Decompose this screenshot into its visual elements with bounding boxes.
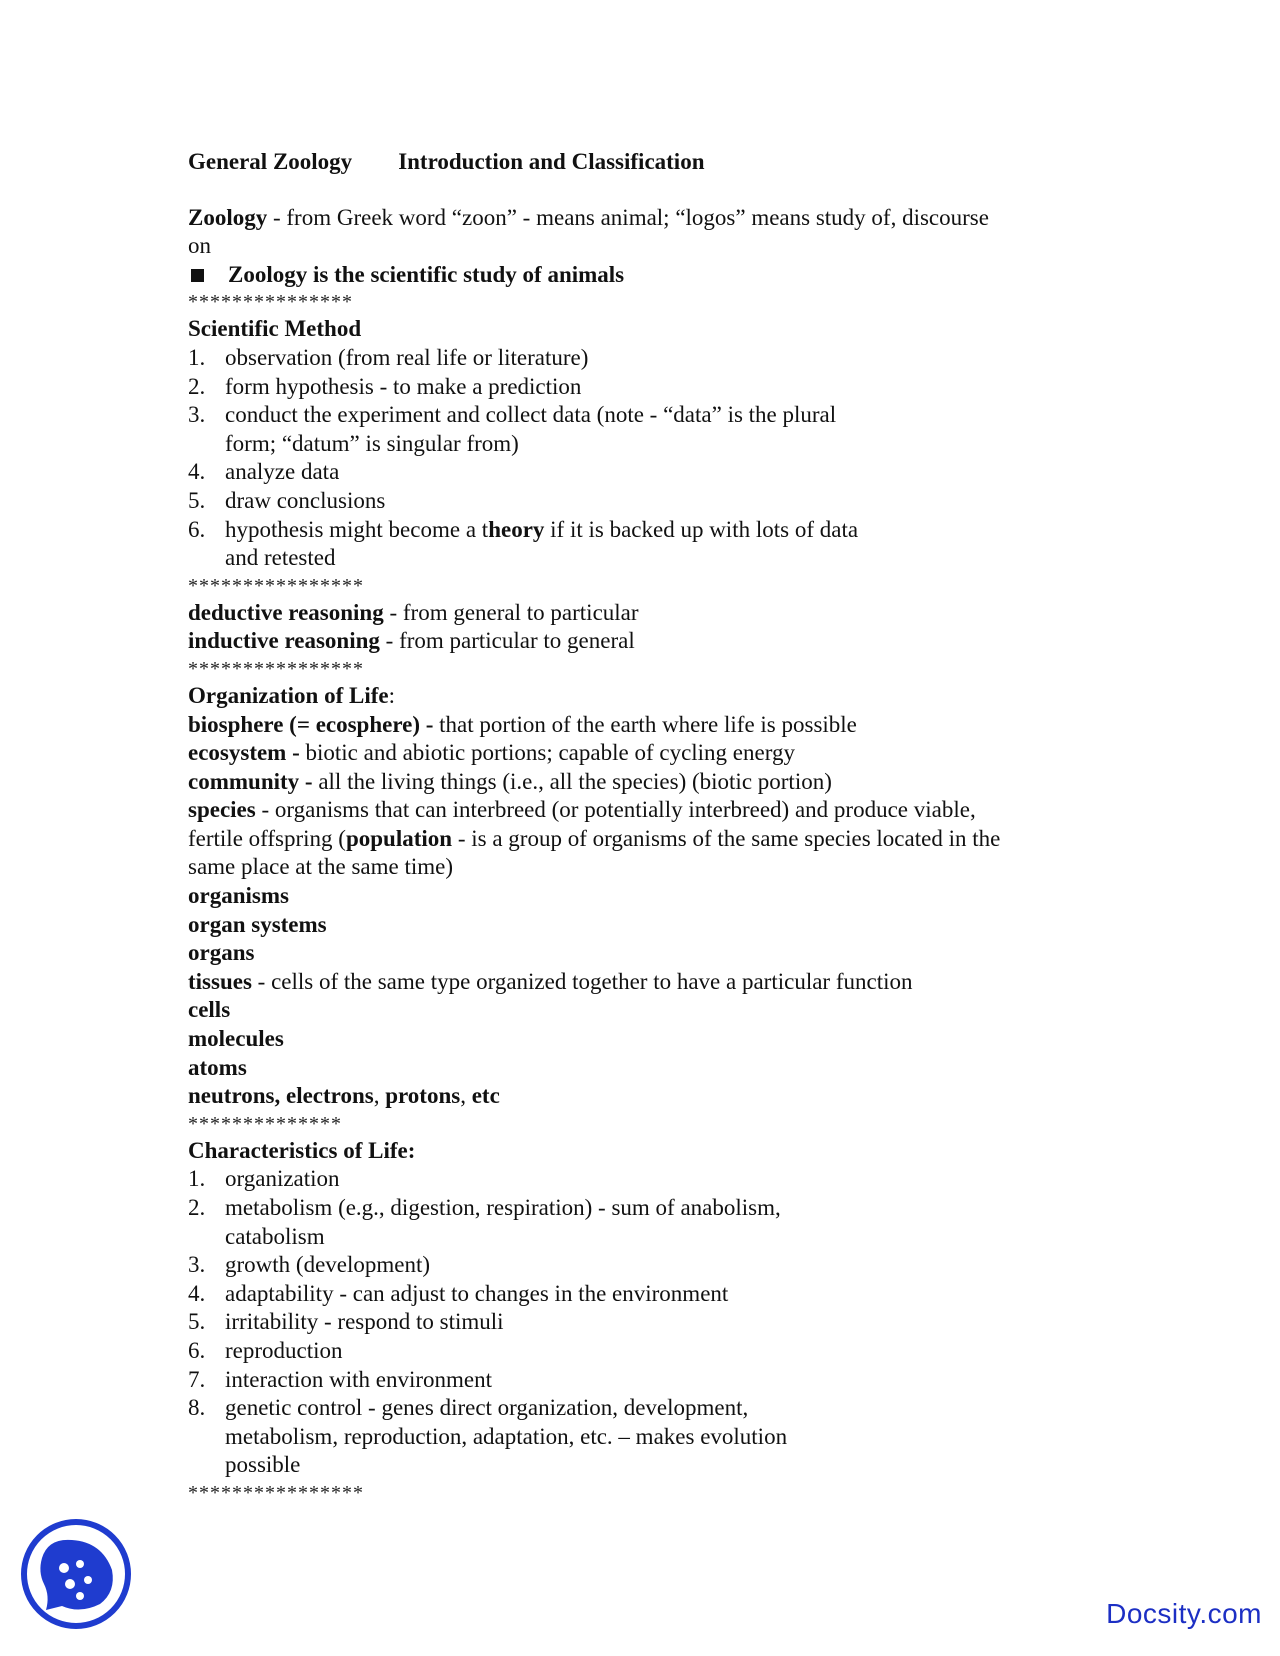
characteristics-list <box>188 1165 1088 1480</box>
list-item: 8. genetic control - genes direct organization, development, metabolism, reproduction, adaptation, etc. – makes evolution possible <box>188 1395 788 1478</box>
course-title: General Zoology <box>188 149 353 174</box>
topic-title: Introduction and Classification <box>398 149 705 174</box>
separator: **************** <box>188 574 364 597</box>
def-species-cont2: same place at the same time) <box>188 854 454 880</box>
zoology-definition-cont: on <box>188 233 211 259</box>
deductive-reasoning: deductive reasoning - from general to particular <box>188 599 639 625</box>
term: Zoology <box>188 204 268 230</box>
level-cells: cells <box>188 997 231 1023</box>
section-title: Characteristics of Life: <box>188 1137 416 1163</box>
list-item: 2. form hypothesis - to make a prediction <box>188 373 582 399</box>
bullet-item: Zoology is the scientific study of animals <box>188 261 1088 290</box>
scientific-method-list <box>188 344 1088 516</box>
list-item: 4. analyze data <box>188 459 340 485</box>
level-organs: organs <box>188 940 255 966</box>
square-bullet-icon <box>191 269 204 282</box>
document-header <box>188 148 1088 177</box>
docsity-brand-link[interactable]: Docsity.com <box>1106 1598 1262 1629</box>
level-atoms: atoms <box>188 1054 247 1080</box>
list-item: 6. hypothesis might become a theory if it is backed up with lots of data and retested <box>188 516 859 571</box>
section-title: Scientific Method <box>188 316 362 342</box>
list-item: 5. draw conclusions <box>188 487 386 513</box>
def-species: species - organisms that can interbreed (or potentially interbreed) and produce viable, <box>188 797 976 823</box>
list-item: 1. organization <box>188 1166 340 1192</box>
def-species-cont: fertile offspring (population - is a group of organisms of the same species located in the <box>188 825 1001 851</box>
list-item: 2. metabolism (e.g., digestion, respiration) - sum of anabolism, catabolism <box>188 1195 781 1249</box>
document-page <box>188 148 1088 1506</box>
list-item: 3. growth (development) <box>188 1252 431 1278</box>
list-item: 7. interaction with environment <box>188 1366 492 1392</box>
level-molecules: molecules <box>188 1026 284 1052</box>
level-organ-systems: organ systems <box>188 911 327 937</box>
def-tissues: tissues - cells of the same type organized together to have a particular function <box>188 968 913 994</box>
separator: **************** <box>188 657 364 680</box>
separator: **************** <box>188 1481 364 1504</box>
def-biosphere: biosphere (= ecosphere) - that portion of the earth where life is possible <box>188 711 857 737</box>
inductive-reasoning: inductive reasoning - from particular to general <box>188 628 635 654</box>
level-organisms: organisms <box>188 883 289 909</box>
list-item: 5. irritability - respond to stimuli <box>188 1309 504 1335</box>
section-title: Organization of Life: <box>188 682 395 708</box>
separator: *************** <box>188 291 353 314</box>
list-item: 3. conduct the experiment and collect data (note - “data” is the plural form; “datum” is singular from) <box>188 402 837 456</box>
separator: ************** <box>188 1112 342 1135</box>
def-ecosystem: ecosystem - biotic and abiotic portions; capable of cycling energy <box>188 740 795 766</box>
list-item: 1. observation (from real life or literature) <box>188 344 589 370</box>
docsity-logo-icon[interactable] <box>20 1518 132 1630</box>
list-item: 6. reproduction <box>188 1337 343 1363</box>
zoology-definition: Zoology - from Greek word “zoon” - means animal; “logos” means study of, discourse <box>188 204 989 230</box>
def-community: community - all the living things (i.e., all the species) (biotic portion) <box>188 768 832 794</box>
level-particles: neutrons, electrons, protons, etc <box>188 1083 500 1109</box>
list-item: 4. adaptability - can adjust to changes in the environment <box>188 1280 729 1306</box>
